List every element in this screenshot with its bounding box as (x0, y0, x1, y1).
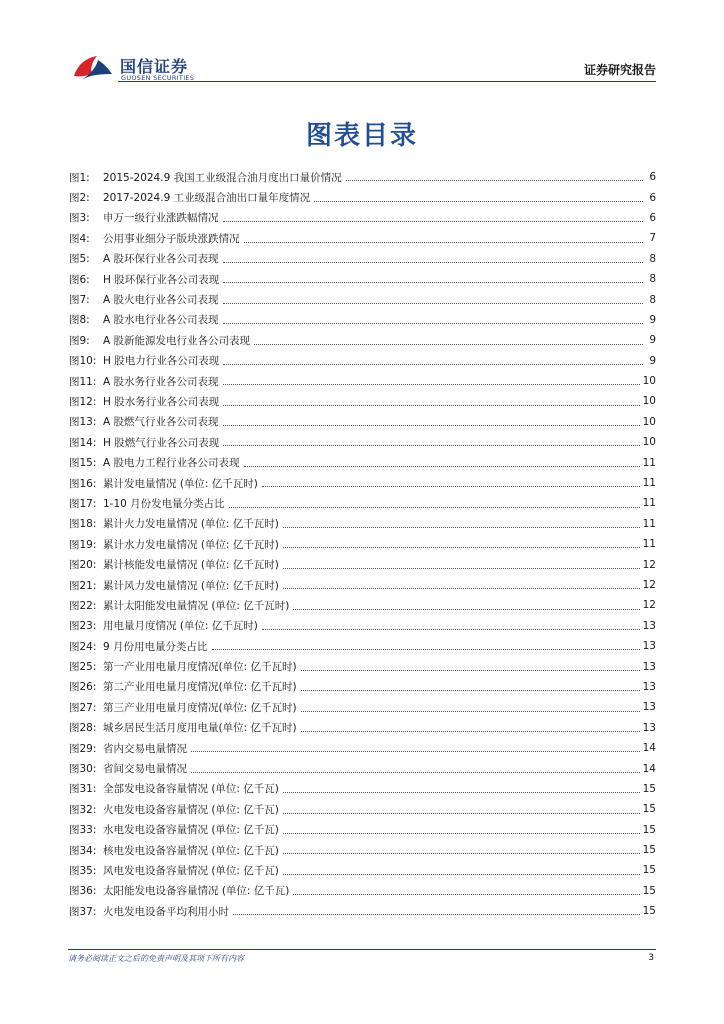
toc-figure-title: H 股燃气行业各公司表现 (103, 436, 220, 449)
toc-dot-leader (301, 690, 640, 691)
toc-dot-leader (283, 874, 640, 875)
toc-dot-leader (301, 731, 640, 732)
toc-figure-number: 图1: (69, 171, 90, 184)
toc-entry[interactable] (69, 840, 656, 860)
toc-dot-leader (223, 323, 643, 324)
toc-figure-number: 图5: (69, 253, 90, 266)
toc-entry[interactable] (69, 881, 656, 901)
toc-dot-leader (233, 914, 640, 915)
toc-figure-number: 图27: (69, 701, 97, 714)
toc-figure-title: 1-10 月份发电量分类占比 (103, 497, 225, 510)
toc-dot-leader (293, 894, 639, 895)
toc-page-number: 10 (642, 375, 656, 388)
toc-figure-title: H 股环保行业各公司表现 (103, 273, 220, 286)
toc-entry[interactable] (69, 758, 656, 778)
toc-dot-leader (283, 547, 640, 548)
toc-page-number: 6 (649, 171, 656, 184)
toc-figure-number: 图11: (69, 375, 97, 388)
toc-entry[interactable] (69, 860, 656, 880)
toc-entry[interactable] (69, 677, 656, 697)
toc-figure-number: 图14: (69, 436, 97, 449)
toc-figure-title: A 股环保行业各公司表现 (103, 253, 219, 266)
toc-figure-title: 城乡居民生活月度用电量(单位: 亿千瓦时) (103, 722, 297, 735)
toc-entry[interactable] (69, 779, 656, 799)
toc-figure-number: 图17: (69, 497, 97, 510)
toc-entry[interactable] (69, 432, 656, 452)
toc-page-number: 10 (642, 395, 656, 408)
logo-name-en: GUOSEN SECURITIES (121, 74, 195, 82)
toc-entry[interactable] (69, 595, 656, 615)
toc-page-number: 9 (649, 334, 656, 347)
toc-figure-title: 申万一级行业涨跌幅情况 (103, 212, 219, 225)
toc-entry[interactable] (69, 820, 656, 840)
toc-figure-number: 图32: (69, 803, 97, 816)
toc-page-number: 6 (649, 191, 656, 204)
toc-dot-leader (293, 609, 639, 610)
toc-page-number: 11 (642, 456, 656, 469)
toc-entry[interactable] (69, 412, 656, 432)
toc-dot-leader (283, 853, 640, 854)
toc-entry[interactable] (69, 228, 656, 248)
toc-figure-number: 图25: (69, 661, 97, 674)
toc-entry[interactable] (69, 208, 656, 228)
toc-page-number: 15 (642, 782, 656, 795)
toc-page-number: 13 (642, 680, 656, 693)
toc-figure-title: A 股水电行业各公司表现 (103, 314, 219, 327)
toc-figure-title: 用电量月度情况 (单位: 亿千瓦时) (103, 620, 258, 633)
toc-figure-title: 核电发电设备容量情况 (单位: 亿千瓦) (103, 844, 279, 857)
toc-dot-leader (301, 670, 640, 671)
toc-dot-leader (223, 282, 643, 283)
toc-dot-leader (301, 711, 640, 712)
toc-dot-leader (262, 486, 640, 487)
toc-dot-leader (314, 201, 643, 202)
toc-dot-leader (283, 792, 640, 793)
footer-divider (68, 949, 656, 950)
toc-entry[interactable] (69, 514, 656, 534)
toc-page-number: 13 (642, 640, 656, 653)
toc-figure-title: 2017-2024.9 工业级混合油出口量年度情况 (103, 192, 311, 205)
toc-dot-leader (223, 384, 640, 385)
toc-figure-title: 累计核能发电量情况 (单位: 亿千瓦时) (103, 559, 279, 572)
report-type-label: 证券研究报告 (583, 63, 656, 77)
toc-page-number: 10 (642, 436, 656, 449)
toc-page-number: 12 (642, 579, 656, 591)
toc-figure-number: 图21: (69, 579, 97, 592)
toc-page-number: 6 (649, 211, 656, 224)
toc-entry[interactable] (69, 187, 656, 207)
toc-page-number: 11 (642, 538, 656, 551)
toc-entry[interactable] (69, 269, 656, 289)
toc-figure-title: 全部发电设备容量情况 (单位: 亿千瓦) (103, 783, 279, 796)
toc-page-number: 8 (649, 273, 656, 286)
toc-figure-title: 太阳能发电设备容量情况 (单位: 亿千瓦) (103, 885, 290, 898)
toc-figure-number: 图13: (69, 416, 97, 429)
toc-figure-number: 图8: (69, 314, 90, 327)
toc-dot-leader (283, 813, 640, 814)
toc-page-number: 11 (642, 477, 656, 490)
logo-name-cn: 国信证券 (120, 57, 189, 76)
toc-figure-number: 图12: (69, 395, 97, 408)
toc-figure-number: 图10: (69, 355, 97, 368)
toc-figure-number: 图36: (69, 885, 97, 898)
toc-dot-leader (229, 507, 640, 508)
toc-dot-leader (212, 649, 640, 650)
toc-figure-number: 图35: (69, 864, 97, 877)
page-number: 3 (648, 953, 654, 963)
toc-page-number: 14 (642, 742, 656, 755)
toc-figure-title: A 股火电行业各公司表现 (103, 294, 219, 307)
toc-page-number: 15 (642, 803, 656, 816)
toc-figure-title: 累计风力发电量情况 (单位: 亿千瓦时) (103, 579, 279, 592)
toc-figure-title: A 股新能源发电行业各公司表现 (103, 334, 251, 347)
toc-figure-number: 图28: (69, 722, 97, 735)
toc-dot-leader (223, 445, 639, 446)
toc-figure-title: 2015-2024.9 我国工业级混合油月度出口量价情况 (103, 171, 342, 184)
toc-entry[interactable] (69, 656, 656, 676)
toc-entry[interactable] (69, 575, 656, 595)
toc-dot-leader (223, 221, 644, 222)
toc-figure-number: 图3: (69, 212, 90, 225)
footer-disclaimer: 请务必阅读正文之后的免责声明及其项下所有内容 (68, 954, 244, 963)
toc-entry[interactable] (69, 718, 656, 738)
toc-page-number: 15 (642, 844, 656, 857)
header-divider (118, 81, 656, 82)
toc-dot-leader (223, 262, 643, 263)
toc-figure-title: 火电发电设备容量情况 (单位: 亿千瓦) (103, 803, 279, 816)
toc-page-number: 13 (642, 721, 656, 734)
toc-page-number: 8 (649, 293, 656, 306)
toc-entry[interactable] (69, 391, 656, 411)
toc-page-number: 11 (642, 517, 656, 530)
toc-figure-number: 图18: (69, 518, 97, 531)
toc-dot-leader (223, 303, 643, 304)
toc-entry[interactable] (69, 534, 656, 554)
toc-dot-leader (191, 772, 640, 773)
toc-entry[interactable] (69, 310, 656, 330)
toc-page-number: 15 (642, 884, 656, 897)
toc-page-number: 9 (649, 313, 656, 326)
toc-figure-title: 第二产业用电量月度情况(单位: 亿千瓦时) (103, 681, 297, 694)
toc-page-number: 9 (649, 354, 656, 367)
toc-figure-title: 累计太阳能发电量情况 (单位: 亿千瓦时) (103, 599, 290, 612)
toc-page-number: 15 (642, 864, 656, 877)
toc-dot-leader (244, 466, 640, 467)
toc-entry[interactable] (69, 697, 656, 717)
toc-figure-number: 图34: (69, 844, 97, 857)
toc-figure-title: 累计水力发电量情况 (单位: 亿千瓦时) (103, 538, 279, 551)
toc-entry[interactable] (69, 249, 656, 269)
toc-figure-number: 图7: (69, 294, 90, 307)
toc-figure-title: 累计发电量情况 (单位: 亿千瓦时) (103, 477, 258, 490)
toc-dot-leader (191, 751, 640, 752)
toc-page-number: 11 (642, 497, 656, 510)
toc-figure-number: 图22: (69, 599, 97, 612)
toc-figure-title: H 股电力行业各公司表现 (103, 355, 220, 368)
toc-page-number: 13 (642, 701, 656, 714)
toc-entry[interactable] (69, 799, 656, 819)
toc-figure-title: 公用事业细分子版块涨跌情况 (103, 232, 240, 245)
toc-figure-title: H 股水务行业各公司表现 (103, 395, 220, 408)
toc-dot-leader (283, 833, 640, 834)
toc-page-number: 13 (642, 619, 656, 632)
toc-page-number: 13 (642, 660, 656, 673)
toc-entry[interactable] (69, 901, 656, 921)
toc-entry[interactable] (69, 371, 656, 391)
toc-figure-number: 图33: (69, 824, 97, 837)
toc-figure-number: 图30: (69, 763, 97, 776)
toc-page-number: 7 (649, 232, 656, 245)
toc-page-number: 12 (642, 558, 656, 571)
toc-dot-leader (283, 588, 640, 589)
toc-figure-title: 省间交易电量情况 (103, 763, 187, 776)
toc-figure-number: 图16: (69, 477, 97, 490)
toc-figure-title: 火电发电设备平均利用小时 (103, 905, 229, 918)
toc-entry[interactable] (69, 738, 656, 758)
page-header (0, 0, 724, 90)
toc-dot-leader (223, 364, 643, 365)
toc-figure-title: 风电发电设备容量情况 (单位: 亿千瓦) (103, 864, 279, 877)
toc-dot-leader (346, 180, 643, 181)
toc-entry[interactable] (69, 616, 656, 636)
toc-entry[interactable] (69, 167, 656, 187)
toc-figure-title: A 股燃气行业各公司表现 (103, 416, 219, 429)
toc-dot-leader (262, 629, 640, 630)
toc-entry[interactable] (69, 351, 656, 371)
toc-entry[interactable] (69, 289, 656, 309)
toc-figure-number: 图31: (69, 783, 97, 796)
toc-figure-number: 图24: (69, 640, 97, 653)
toc-dot-leader (244, 242, 644, 243)
toc-figure-title: 9 月份用电量分类占比 (103, 640, 208, 653)
toc-figure-number: 图37: (69, 905, 97, 918)
toc-entry[interactable] (69, 330, 656, 350)
toc-figure-number: 图15: (69, 457, 97, 470)
toc-figure-title: 水电发电设备容量情况 (单位: 亿千瓦) (103, 824, 279, 837)
toc-figure-number: 图19: (69, 538, 97, 551)
toc-dot-leader (283, 527, 640, 528)
page-title: 图表目录 (305, 121, 418, 151)
toc-entry[interactable] (69, 452, 656, 472)
toc-figure-number: 图29: (69, 742, 97, 755)
toc-figure-title: 第一产业用电量月度情况(单位: 亿千瓦时) (103, 661, 297, 674)
toc-dot-leader (223, 405, 639, 406)
toc-dot-leader (283, 568, 640, 569)
toc-page-number: 12 (642, 599, 656, 612)
toc-dot-leader (223, 425, 640, 426)
toc-entry[interactable] (69, 473, 656, 493)
toc-figure-number: 图9: (69, 334, 90, 347)
toc-dot-leader (254, 344, 643, 345)
toc-figure-number: 图23: (69, 620, 97, 633)
guosen-logo-icon (70, 52, 116, 82)
toc-figure-title: 省内交易电量情况 (103, 742, 187, 755)
toc-figure-title: 累计火力发电量情况 (单位: 亿千瓦时) (103, 518, 279, 531)
toc-entry[interactable] (69, 636, 656, 656)
toc-entry[interactable] (69, 554, 656, 574)
toc-page-number: 15 (642, 905, 656, 918)
toc-figure-title: A 股电力工程行业各公司表现 (103, 457, 240, 470)
toc-figure-title: 第三产业用电量月度情况(单位: 亿千瓦时) (103, 701, 297, 714)
table-of-figures (69, 167, 656, 921)
toc-figure-number: 图2: (69, 192, 90, 205)
toc-page-number: 8 (649, 252, 656, 265)
toc-figure-number: 图26: (69, 681, 97, 694)
toc-entry[interactable] (69, 493, 656, 513)
toc-figure-title: A 股水务行业各公司表现 (103, 375, 219, 388)
toc-page-number: 14 (642, 762, 656, 775)
toc-page-number: 15 (642, 823, 656, 836)
toc-figure-number: 图4: (69, 232, 90, 245)
toc-figure-number: 图20: (69, 559, 97, 572)
toc-figure-number: 图6: (69, 273, 90, 286)
toc-page-number: 10 (642, 415, 656, 428)
